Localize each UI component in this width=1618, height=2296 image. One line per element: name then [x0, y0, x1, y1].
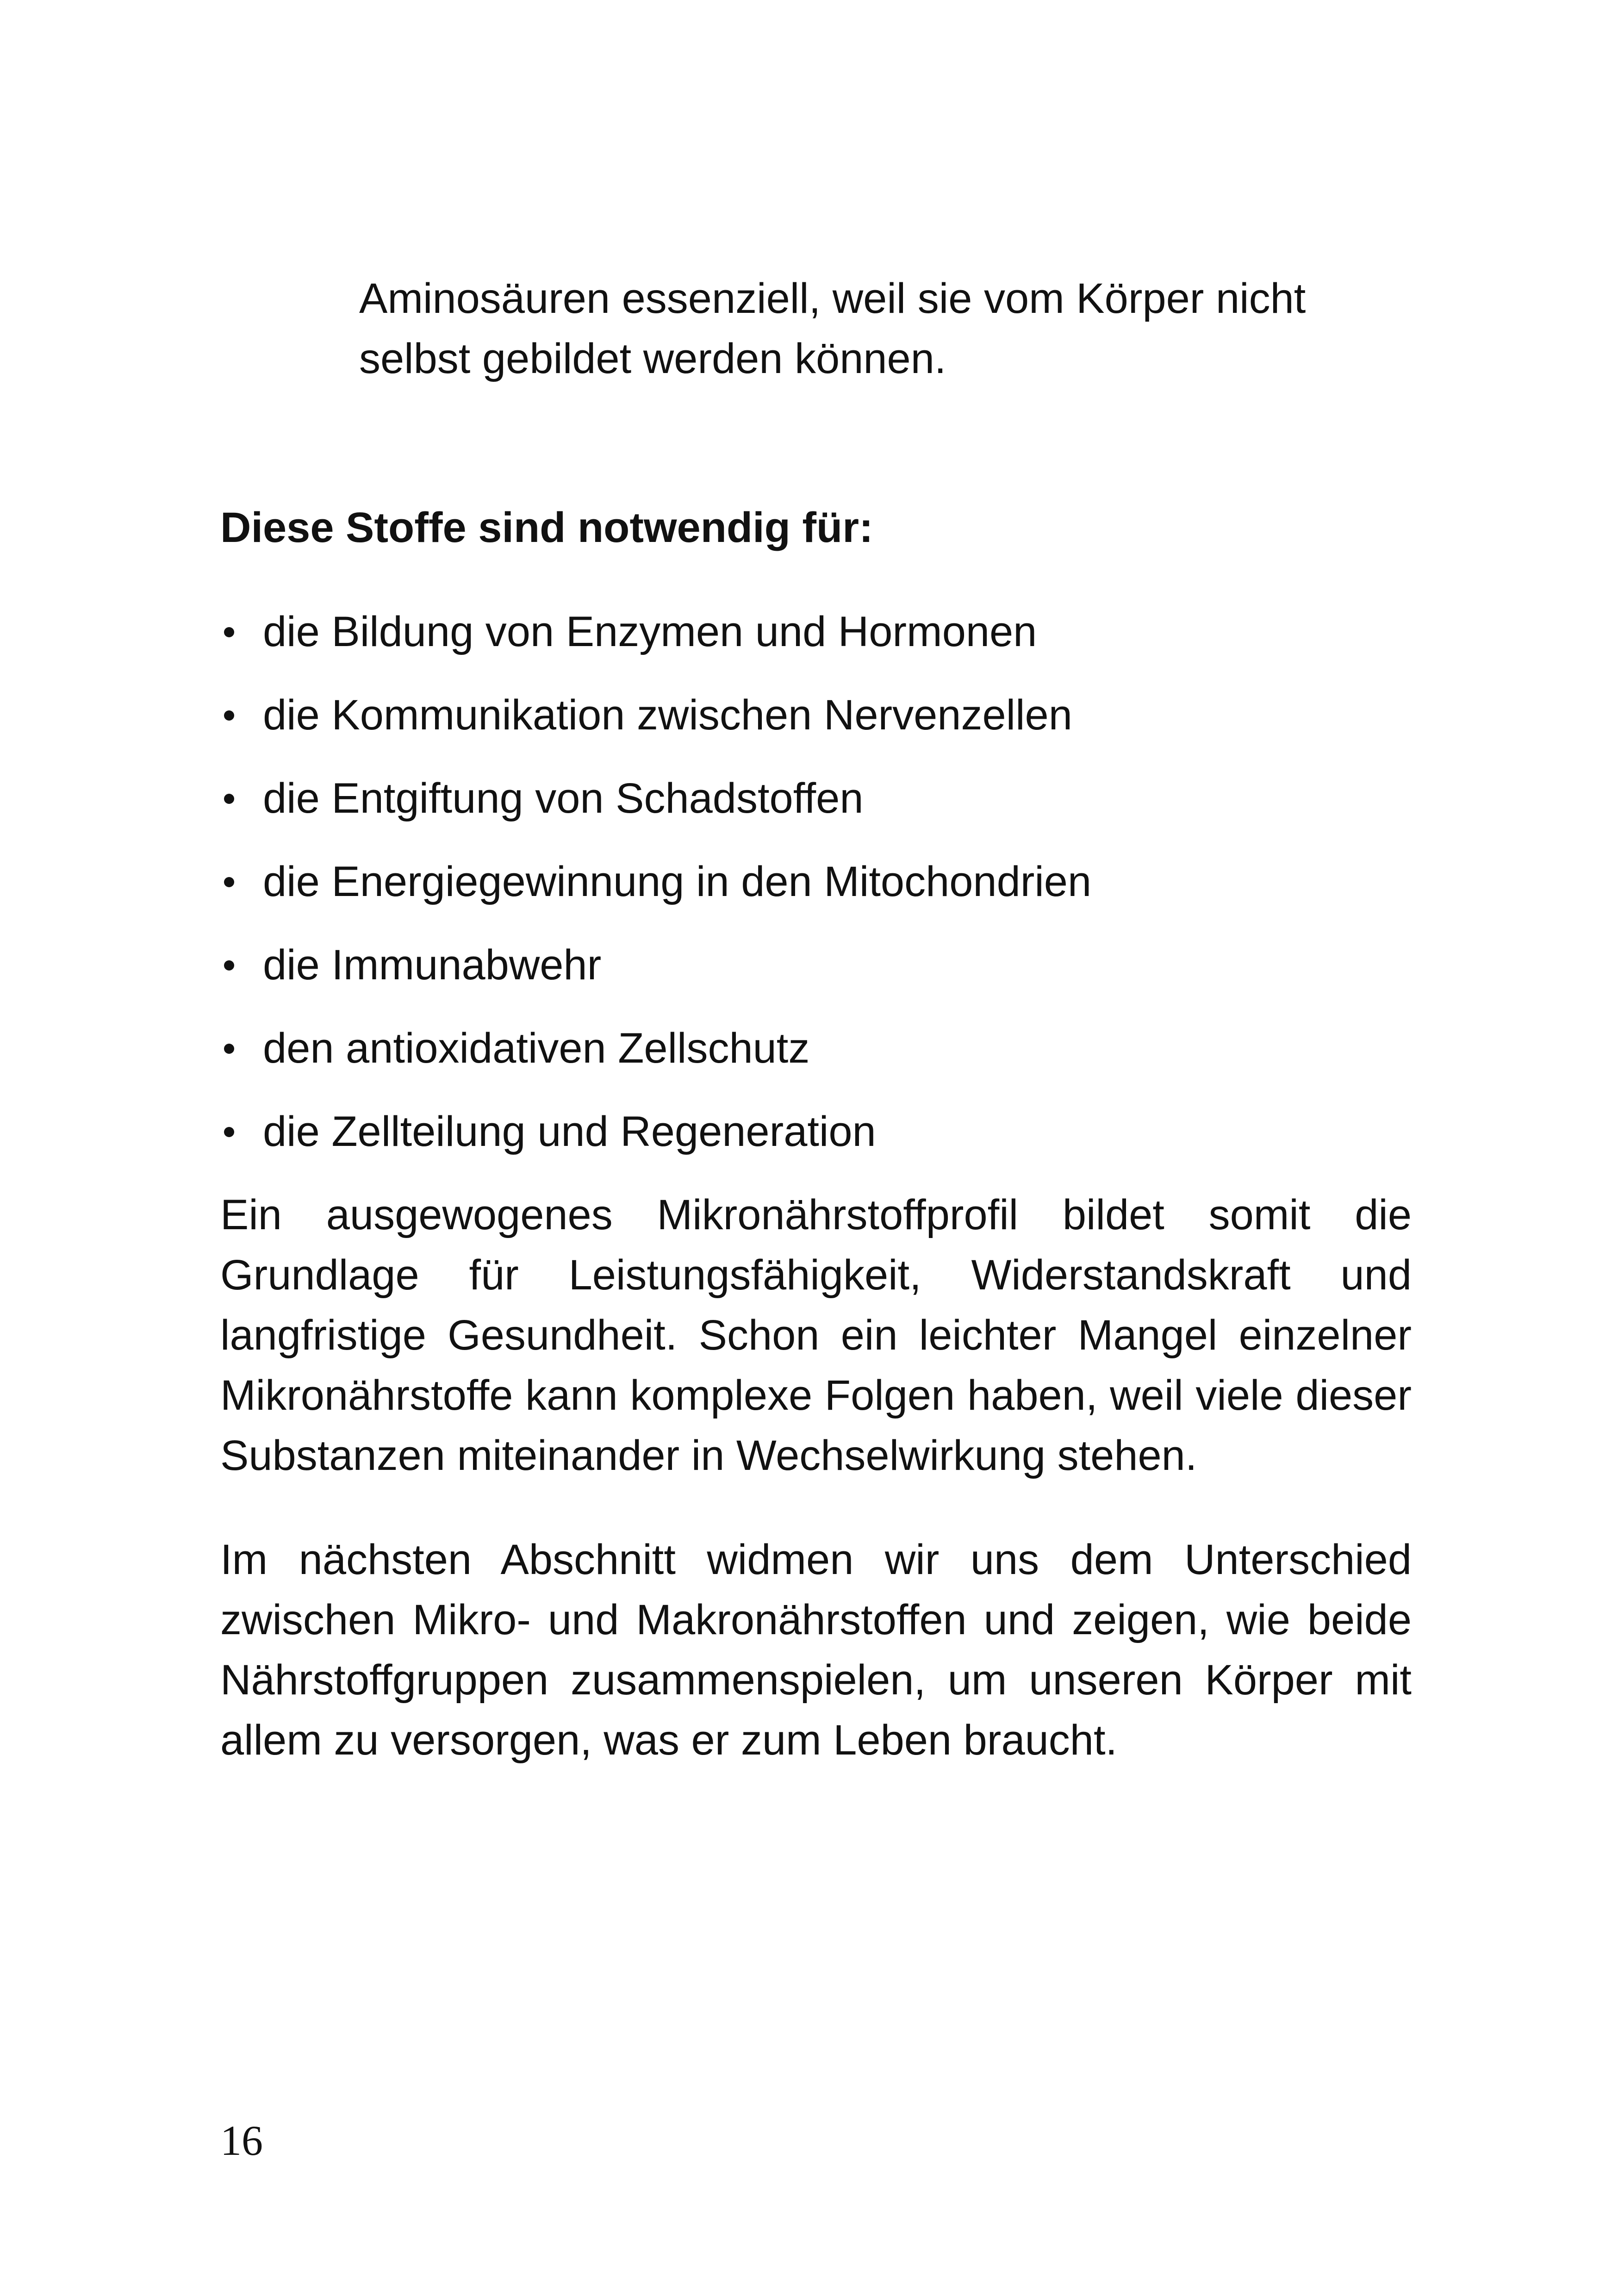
list-item-text: den antioxidativen Zellschutz [263, 1025, 810, 1072]
list-item-text: die Entgiftung von Schadstoffen [263, 775, 864, 822]
bullet-icon [224, 960, 234, 971]
intro-paragraph [359, 268, 1424, 389]
bullet-list [220, 602, 1424, 1185]
list-item [220, 1018, 1424, 1101]
summary-paragraph [220, 1185, 1412, 1486]
bullet-icon [224, 627, 234, 637]
page-number: 16 [220, 2117, 263, 2164]
intro-line: Aminosäuren essenziell, weil sie vom Körper nicht [359, 275, 1306, 322]
section-heading: Diese Stoffe sind notwendig für: [220, 504, 873, 551]
list-item [220, 1101, 1424, 1185]
bullet-icon [224, 794, 234, 804]
list-item-text: die Bildung von Enzymen und Hormonen [263, 608, 1037, 655]
paragraph-line: Mikronährstoffe kann komplexe Folgen haben, weil viele dieser [220, 1372, 1412, 1419]
paragraph-line: Substanzen miteinander in Wechselwirkung stehen. [220, 1432, 1197, 1479]
list-item [220, 602, 1424, 685]
list-item-text: die Kommunikation zwischen Nervenzellen [263, 691, 1072, 739]
outlook-paragraph [220, 1530, 1412, 1770]
paragraph-line: allem zu versorgen, was er zum Leben braucht. [220, 1717, 1118, 1764]
bullet-icon [224, 1044, 234, 1054]
bullet-icon [224, 877, 234, 887]
list-item [220, 935, 1424, 1018]
paragraph-line: Nährstoffgruppen zusammenspielen, um unseren Körper mit [220, 1656, 1412, 1704]
list-item-text: die Energiegewinnung in den Mitochondrien [263, 858, 1092, 905]
list-item [220, 685, 1424, 768]
list-item-text: die Zellteilung und Regeneration [263, 1108, 876, 1155]
list-item [220, 768, 1424, 852]
bullet-icon [224, 710, 234, 721]
paragraph-line: Im nächsten Abschnitt widmen wir uns dem Unterschied [220, 1536, 1412, 1583]
paragraph-line: langfristige Gesundheit. Schon ein leichter Mangel einzelner [220, 1312, 1412, 1359]
bullet-icon [224, 1127, 234, 1137]
list-item-text: die Immunabwehr [263, 941, 602, 989]
paragraph-line: zwischen Mikro- und Makronährstoffen und zeigen, wie beide [220, 1596, 1412, 1643]
paragraph-line: Grundlage für Leistungsfähigkeit, Widerstandskraft und [220, 1251, 1412, 1299]
list-item [220, 852, 1424, 935]
paragraph-line: Ein ausgewogenes Mikronährstoffprofil bildet somit die [220, 1191, 1412, 1238]
intro-line: selbst gebildet werden können. [359, 335, 946, 382]
